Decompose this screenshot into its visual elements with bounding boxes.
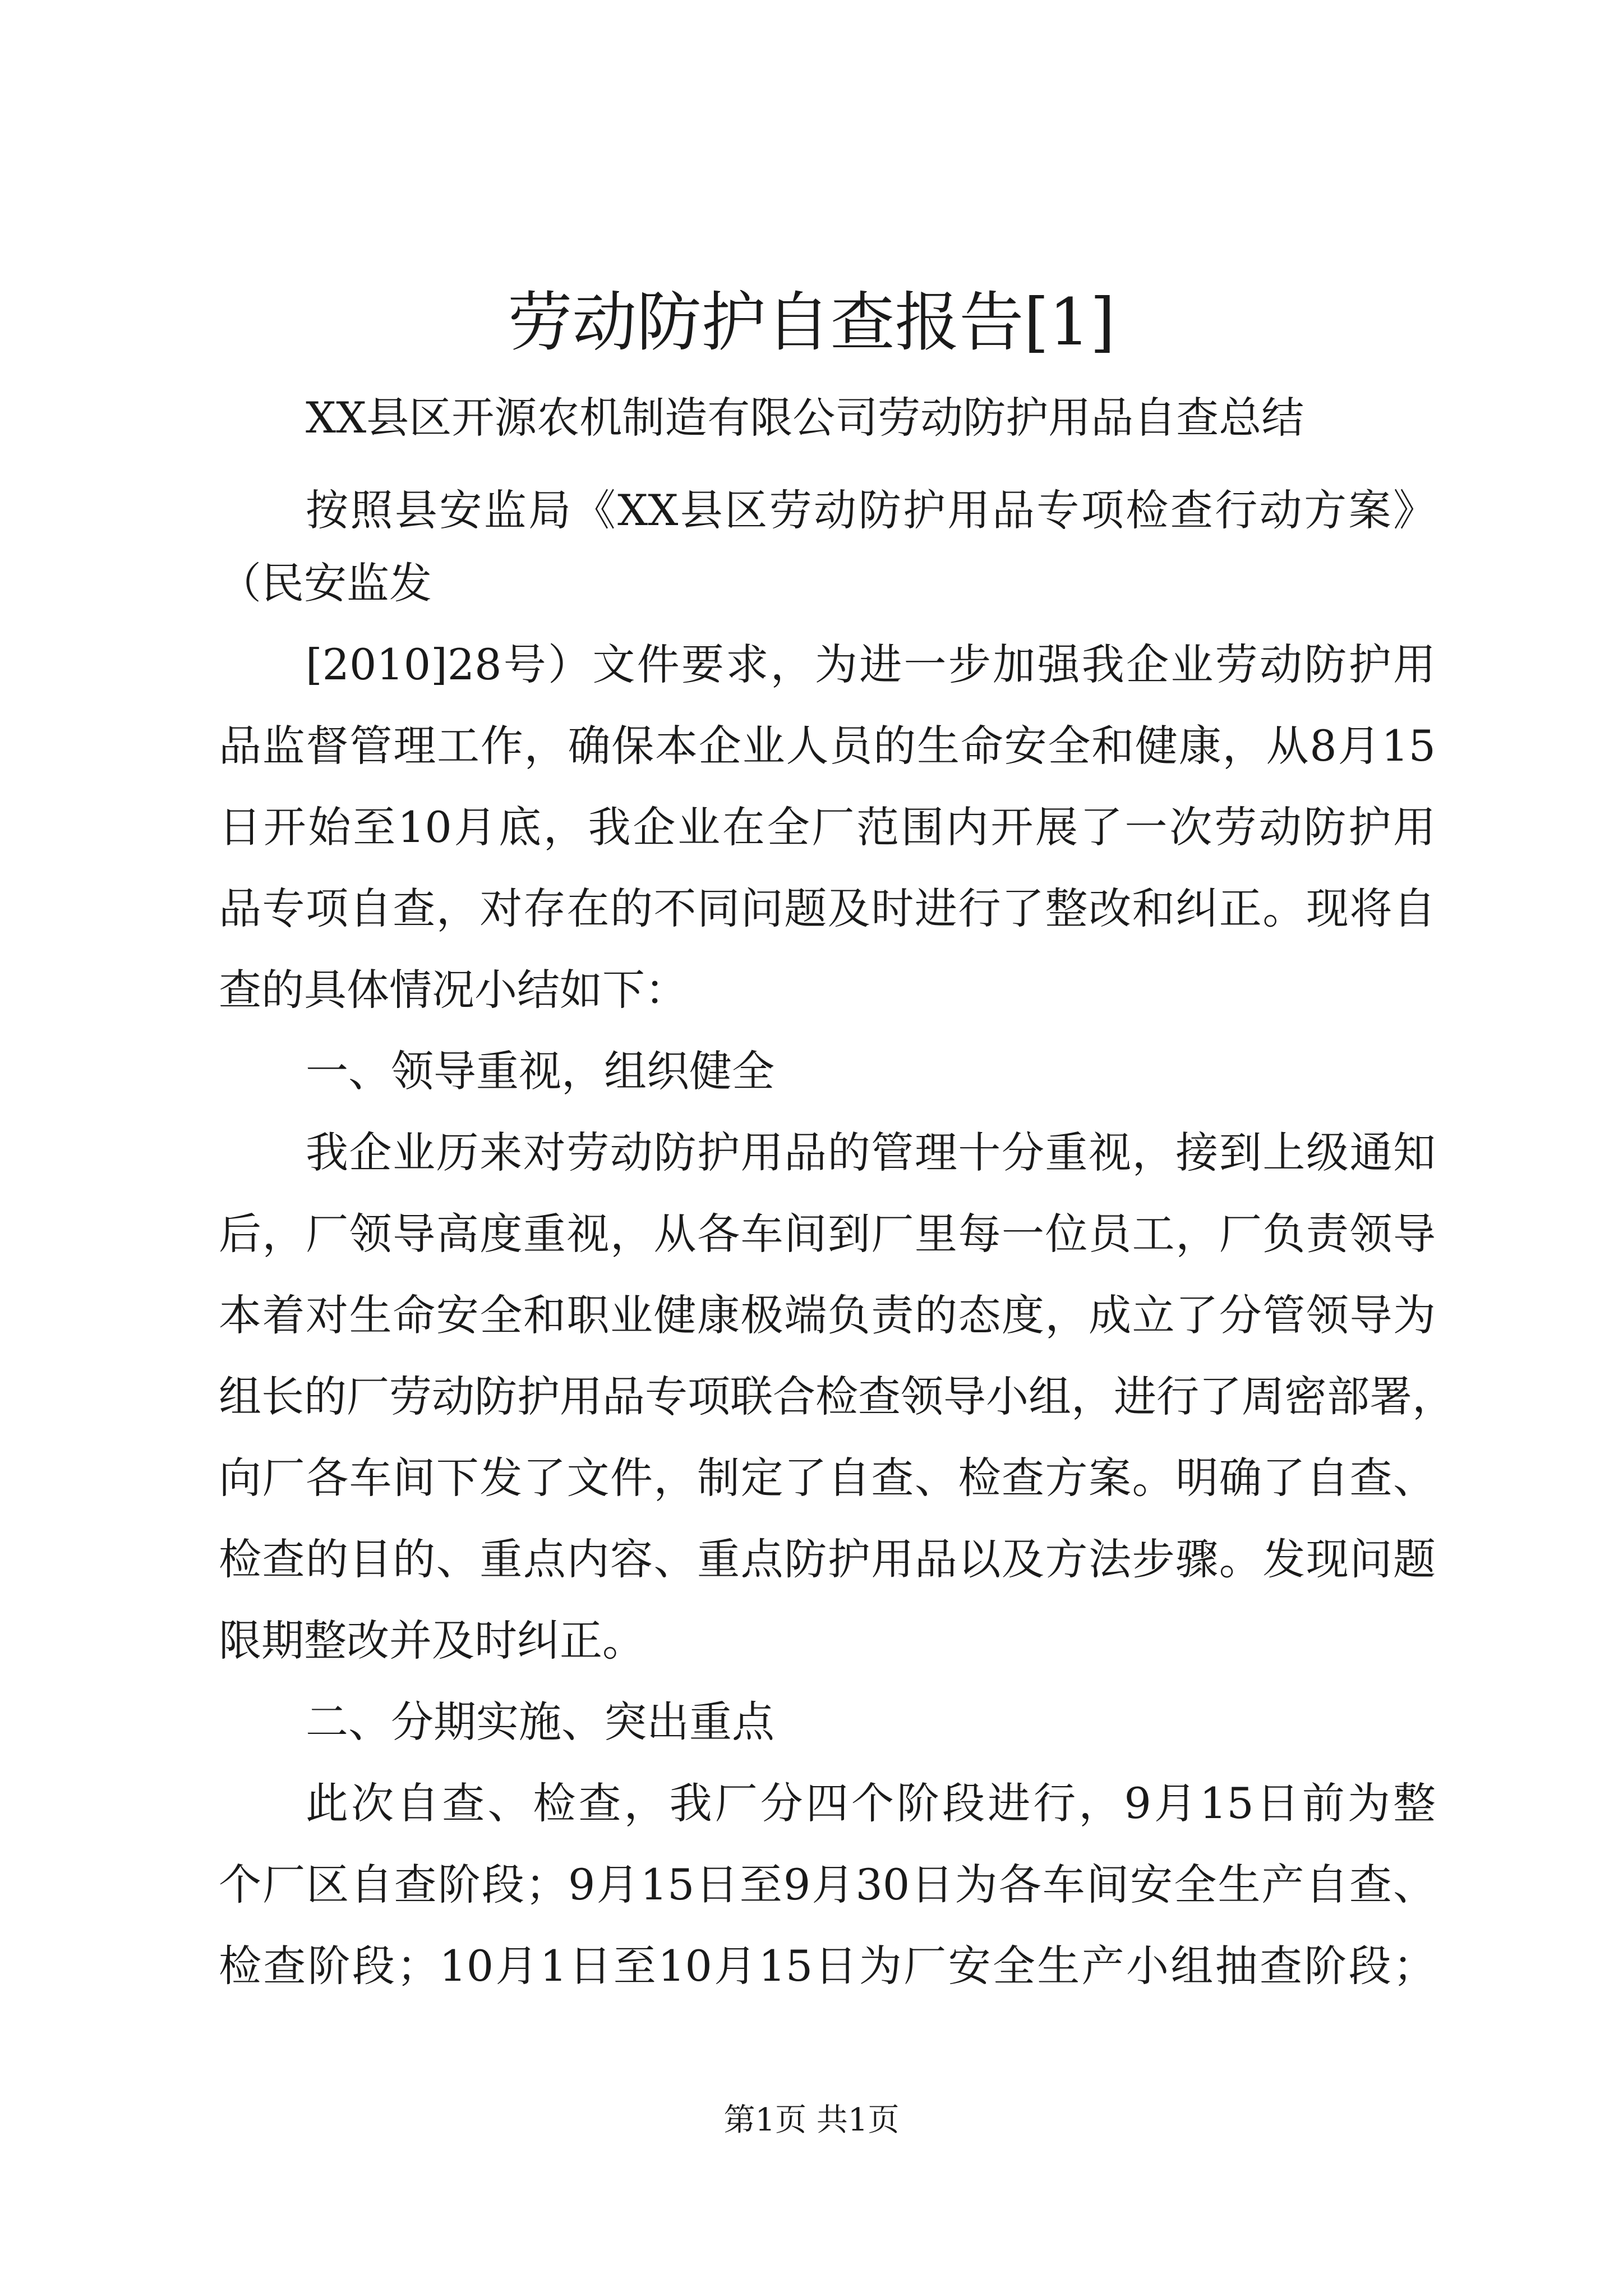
section-heading: 一、领导重视，组织健全 — [306, 1046, 774, 1096]
paragraph-line: 限期整改并及时纠正。 — [219, 1616, 645, 1665]
subtitle-line: XX县区开源农机制造有限公司劳动防护用品自查总结 — [306, 393, 1304, 443]
paragraph-line: 本着对生命安全和职业健康极端负责的态度，成立了分管领导为 — [219, 1290, 1436, 1340]
paragraph-line: [2010]28号）文件要求，为进一步加强我企业劳动防护用 — [306, 639, 1436, 689]
page-number-footer: 第1页 共1页 — [723, 2102, 900, 2138]
paragraph-line: 品监督管理工作，确保本企业人员的生命安全和健康，从8月15 — [219, 721, 1436, 771]
paragraph-line: 我企业历来对劳动防护用品的管理十分重视，接到上级通知 — [306, 1128, 1436, 1177]
paragraph-line: 组长的厂劳动防护用品专项联合检查领导小组，进行了周密部署， — [219, 1372, 1455, 1421]
paragraph-line: 检查的目的、重点内容、重点防护用品以及方法步骤。发现问题 — [219, 1534, 1436, 1584]
paragraph-line: 按照县安监局《XX县区劳动防护用品专项检查行动方案》 — [306, 485, 1436, 535]
paragraph-line: 个厂区自查阶段；9月15日至9月30日为各车间安全生产自查、 — [219, 1860, 1436, 1910]
paragraph-line: （民安监发 — [219, 558, 432, 608]
section-heading: 二、分期实施、突出重点 — [306, 1697, 774, 1747]
paragraph-line: 后，厂领导高度重视，从各车间到厂里每一位员工，厂负责领导 — [219, 1209, 1436, 1259]
paragraph-line: 检查阶段；10月1日至10月15日为厂安全生产小组抽查阶段； — [219, 1941, 1436, 1991]
paragraph-line: 品专项自查，对存在的不同问题及时进行了整改和纠正。现将自 — [219, 884, 1436, 933]
paragraph-line: 日开始至10月底，我企业在全厂范围内开展了一次劳动防护用 — [219, 802, 1436, 852]
document-title: 劳动防护自查报告[1] — [508, 285, 1115, 360]
paragraph-line: 向厂各车间下发了文件，制定了自查、检查方案。明确了自查、 — [219, 1453, 1436, 1503]
paragraph-line: 此次自查、检查，我厂分四个阶段进行，9月15日前为整 — [306, 1778, 1436, 1828]
paragraph-line: 查的具体情况小结如下： — [219, 965, 688, 1015]
